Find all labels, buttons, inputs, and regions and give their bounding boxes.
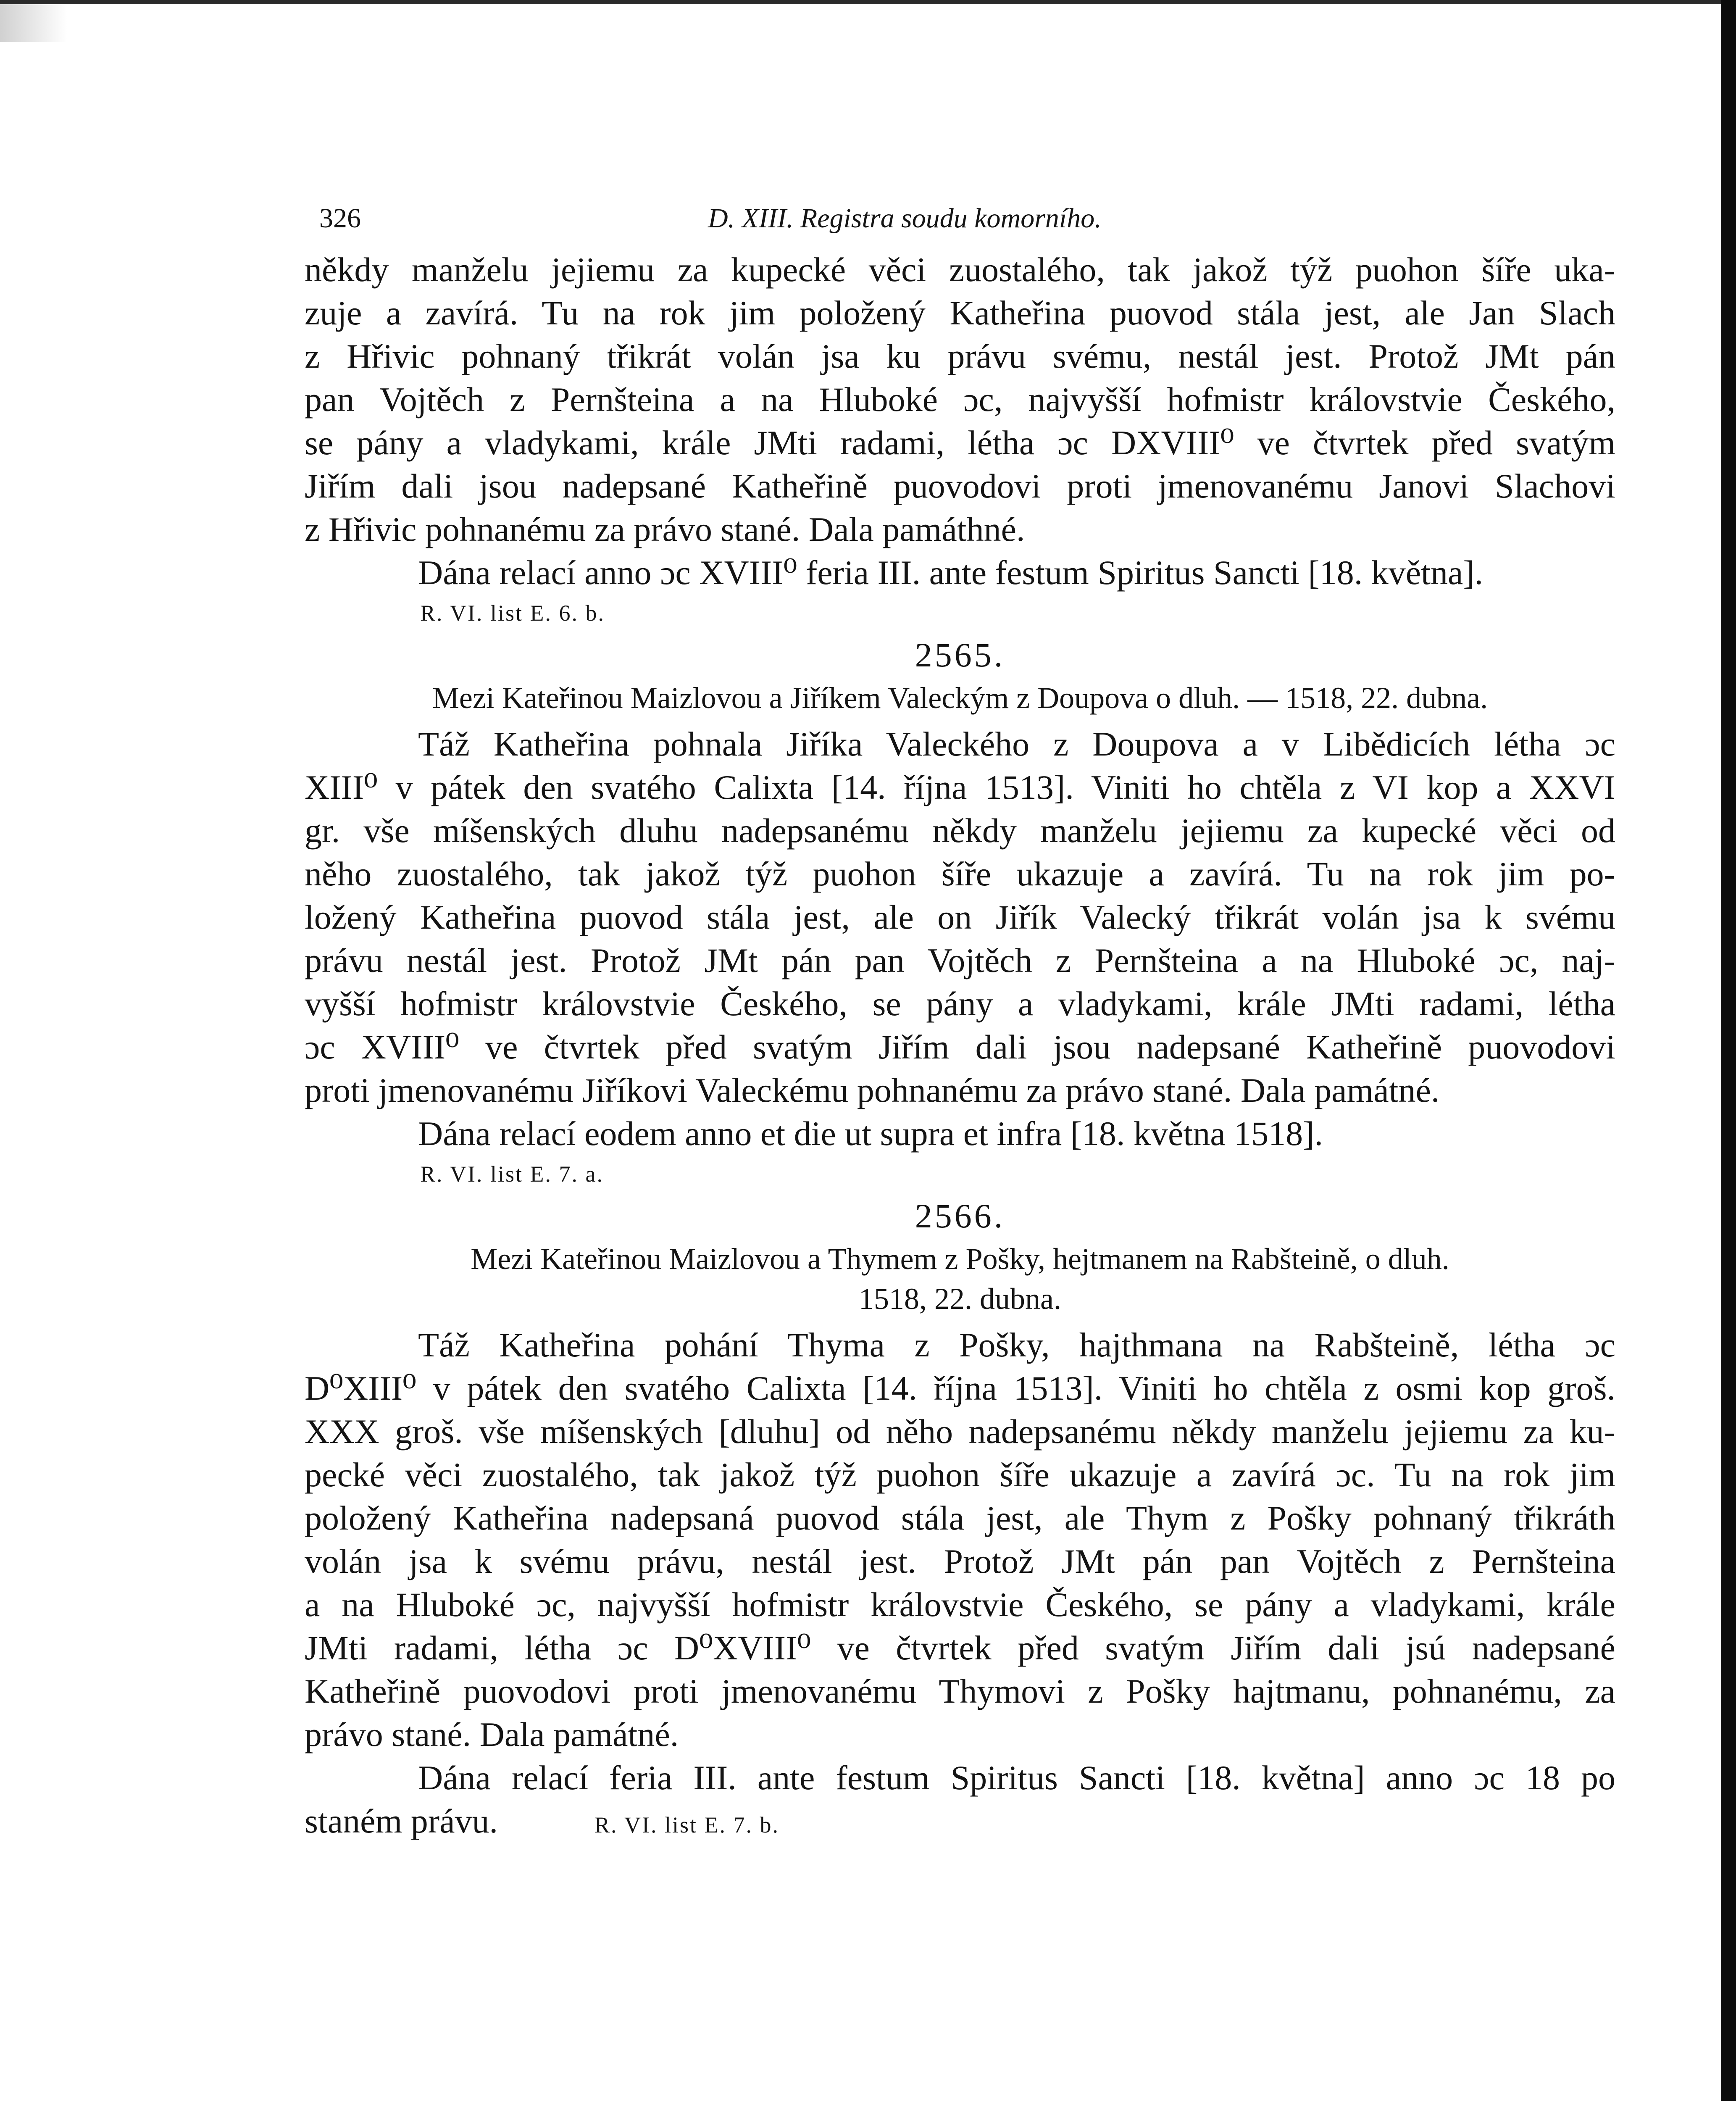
text-line: a na Hluboké ɔc, najvyšší hofmistr královstvie Českého, se pány a vladykami, krále [305, 1585, 1615, 1624]
title-line: Mezi Kateřinou Maizlovou a Thymem z Pošky, hejtmanem na Rabšteině, o dluh. [471, 1242, 1449, 1276]
text-line: vyšší hofmistr královstvie Českého, se pány a vladykami, krále JMti radami, létha [305, 985, 1615, 1023]
text-line: gr. vše míšenských dluhu nadepsanému někdy manželu jejiemu za kupecké věci od [305, 811, 1615, 850]
text-line: Táž Katheřina pohnala Jiříka Valeckého z Doupova a v Libědicích létha ɔc [418, 725, 1615, 763]
page-header [305, 197, 1615, 248]
text-line: XXX groš. vše míšenských [dluhu] od něho nadepsanému někdy manželu jejiemu za ku- [305, 1412, 1615, 1451]
closing-line [305, 1756, 1615, 1847]
text-line: Dána relací eodem anno et die ut supra et infra [18. května 1518]. [418, 1114, 1323, 1153]
text-line: právo stané. Dala památné. [305, 1715, 679, 1753]
text-line: XIII⁰ v pátek den svatého Calixta [14. října 1513]. Viniti ho chtěla z VI kop a XXVI [305, 768, 1615, 806]
archive-reference: R. VI. list E. 7. b. [594, 1812, 779, 1838]
closing-line [305, 1112, 1615, 1155]
entry-body [305, 722, 1615, 1112]
title-line: 1518, 22. dubna. [859, 1282, 1061, 1316]
text-line: položený Katheřina nadepsaná puovod stála jest, ale Thym z Pošky pohnaný třikráth [305, 1499, 1615, 1537]
text-line: Táž Katheřina pohání Thyma z Pošky, hajthmana na Rabšteině, létha ɔc [418, 1326, 1615, 1364]
text-line: něho zuostalého, tak jakož týž puohon šíře ukazuje a zavírá. Tu na rok jim po- [305, 855, 1615, 893]
text-line: JMti radami, létha ɔc D⁰XVIII⁰ ve čtvrtek před svatým Jiřím dali jsú nadepsané [305, 1629, 1615, 1667]
text-line: volán jsa k svému právu, nestál jest. Protož JMt pán pan Vojtěch z Pernšteina [305, 1542, 1615, 1580]
entry-title [305, 1239, 1615, 1319]
title-line: Mezi Kateřinou Maizlovou a Jiříkem Valeckým z Doupova o dluh. — 1518, 22. dubna. [432, 681, 1488, 715]
page-number: 326 [319, 203, 361, 234]
text-line: právu nestál jest. Protož JMt pán pan Vojtěch z Pernšteina a na Hluboké ɔc, naj- [305, 941, 1615, 979]
text-line: ɔc XVIII⁰ ve čtvrtek před svatým Jiřím dali jsou nadepsané Katheřině puovodovi [305, 1028, 1615, 1066]
text-line: Jiřím dali jsou nadepsané Katheřině puovodovi proti jmenovanému Janovi Slachovi [305, 467, 1615, 505]
entry-number: 2565. [915, 636, 1005, 674]
text-line: ložený Katheřina puovod stála jest, ale on Jiřík Valecký třikrát volán jsa k svému [305, 898, 1615, 936]
archive-reference: R. VI. list E. 7. a. [420, 1161, 604, 1187]
entry-body [305, 1323, 1615, 1756]
scan-border-top [0, 0, 1736, 4]
text-line: pecké věci zuostalého, tak jakož týž puohon šíře ukazuje a zavírá ɔc. Tu na rok jim [305, 1456, 1615, 1494]
entry-title [305, 678, 1615, 718]
text-line: Dána relací anno ɔc XVIII⁰ feria III. ante festum Spiritus Sancti [18. května]. [418, 553, 1483, 592]
text-line: někdy manželu jejiemu za kupecké věci zuostalého, tak jakož týž puohon šíře uka- [305, 250, 1615, 289]
text-line-with-reference [305, 1799, 1615, 1847]
archive-reference: R. VI. list E. 6. b. [420, 600, 605, 626]
document-page [305, 197, 1615, 1847]
text-line: z Hřivic pohnaný třikrát volán jsa ku právu svému, nestál jest. Protož JMt pán [305, 337, 1615, 375]
scan-border-right [1721, 0, 1736, 2101]
text-line: staném právu. [305, 1802, 498, 1840]
closing-line [305, 551, 1615, 594]
text-line: pan Vojtěch z Pernšteina a na Hluboké ɔc, najvyšší hofmistr královstvie Českého, [305, 380, 1615, 419]
text-line: proti jmenovanému Jiříkovi Valeckému pohnanému za právo stané. Dala památné. [305, 1071, 1440, 1109]
text-line: Dána relací feria III. ante festum Spiritus Sancti [18. května] anno ɔc 18 po [418, 1759, 1615, 1797]
text-line: zuje a zavírá. Tu na rok jim položený Katheřina puovod stála jest, ale Jan Slach [305, 294, 1615, 332]
text-line: Katheřině puovodovi proti jmenovanému Thymovi z Pošky hajtmanu, pohnanému, za [305, 1672, 1615, 1710]
running-head: D. XIII. Registra soudu komorního. [708, 203, 1102, 234]
entry-number: 2566. [915, 1197, 1005, 1235]
continuation-paragraph [305, 248, 1615, 551]
text-line: z Hřivic pohnanému za právo stané. Dala památhné. [305, 510, 1025, 548]
text-line: se pány a vladykami, krále JMti radami, létha ɔc DXVIII⁰ ve čtvrtek před svatým [305, 424, 1615, 462]
scan-artifact [0, 4, 67, 42]
text-line: D⁰XIII⁰ v pátek den svatého Calixta [14. října 1513]. Viniti ho chtěla z osmi kop groš. [305, 1369, 1615, 1407]
